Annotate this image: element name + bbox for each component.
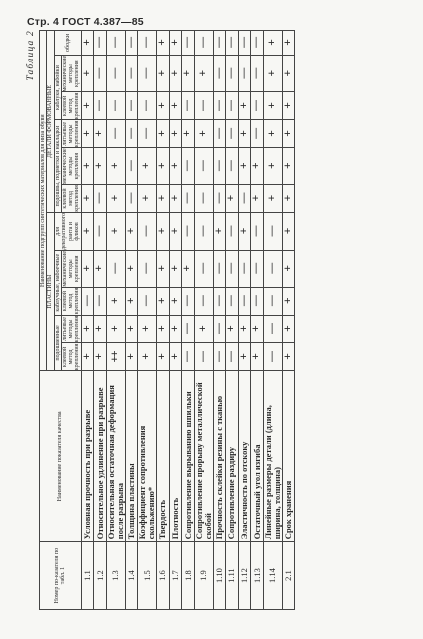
value-cell: —	[213, 92, 226, 120]
value-cell: +	[81, 55, 94, 92]
value-cell: —	[138, 31, 157, 56]
value-cell: —	[251, 250, 264, 287]
value-cell: +	[81, 315, 94, 343]
value-cell: +	[282, 120, 295, 148]
value-cell: +	[251, 343, 264, 371]
value-cell: +	[81, 92, 94, 120]
obodki-header: ободки	[54, 31, 81, 56]
value-cell: +	[125, 315, 138, 343]
kley-header: клеевой метод крепления	[61, 343, 81, 371]
indicator-number: 2.1	[282, 542, 295, 610]
value-cell: +	[125, 343, 138, 371]
indicator-name: Относительное удлинение при разрыве	[94, 371, 107, 542]
value-cell: +	[238, 120, 251, 148]
value-cell: —	[106, 55, 125, 92]
indicator-number: 1.10	[213, 542, 226, 610]
value-cell: —	[106, 31, 125, 56]
value-cell: —	[182, 287, 195, 315]
value-cell: +	[194, 315, 213, 343]
value-cell: +	[251, 315, 264, 343]
indicator-name: Относительная остаточная деформация после разрыва	[106, 371, 125, 542]
value-cell: +	[94, 148, 107, 185]
table-row	[94, 31, 107, 610]
indicator-name: Толщина пластины	[125, 371, 138, 542]
value-cell: +	[157, 31, 170, 56]
value-cell: +	[169, 120, 182, 148]
value-cell: +	[94, 120, 107, 148]
value-cell: +	[282, 92, 295, 120]
value-cell: —	[138, 212, 157, 250]
value-cell: —	[125, 120, 138, 148]
value-cell: +	[81, 31, 94, 56]
value-cell: +	[169, 315, 182, 343]
value-cell: +	[138, 343, 157, 371]
col-num-header: Номер по-казателя по табл. 1	[40, 542, 82, 610]
table-row	[138, 31, 157, 610]
value-cell: —	[238, 55, 251, 92]
indicator-number: 1.2	[94, 542, 107, 610]
value-cell: +	[282, 185, 295, 213]
value-cell: +	[263, 55, 282, 92]
mekh3-header: механические методы крепления	[61, 55, 81, 92]
value-cell: —	[182, 343, 195, 371]
value-cell: —	[182, 31, 195, 56]
value-cell: —	[226, 250, 239, 287]
value-cell: —	[213, 287, 226, 315]
indicator-name: Эластичность по отскоку	[238, 371, 251, 542]
value-cell: +	[157, 250, 170, 287]
value-cell: —	[182, 185, 195, 213]
indicator-name: Прочность склейки резины с тканью	[213, 371, 226, 542]
value-cell: —	[263, 315, 282, 343]
value-cell: —	[125, 185, 138, 213]
indicator-number: 1.12	[238, 542, 251, 610]
value-cell: +	[106, 212, 125, 250]
table-row	[194, 31, 213, 610]
value-cell: —	[94, 92, 107, 120]
value-cell: +	[125, 212, 138, 250]
value-cell: —	[251, 31, 264, 56]
value-cell: +	[94, 250, 107, 287]
value-cell: —	[213, 120, 226, 148]
indicator-name: Срок хранения	[282, 371, 295, 542]
value-cell: —	[194, 343, 213, 371]
table-row	[263, 31, 282, 610]
table-row	[157, 31, 170, 610]
value-cell: —	[213, 185, 226, 213]
value-cell: —	[125, 55, 138, 92]
value-cell: —	[226, 120, 239, 148]
value-cell: —	[251, 212, 264, 250]
kley2-header: клеевой метод крепления	[61, 185, 81, 212]
value-cell: +	[94, 343, 107, 371]
value-cell: —	[226, 343, 239, 371]
value-cell: +	[282, 315, 295, 343]
value-cell: +	[157, 185, 170, 213]
quality-indicators-table	[39, 30, 295, 610]
value-cell: +	[169, 31, 182, 56]
value-cell: +	[238, 343, 251, 371]
litye-header: литьевые методы крепления	[61, 315, 81, 343]
value-cell: —	[251, 287, 264, 315]
value-cell: —	[94, 31, 107, 56]
mekh-header: механические методы крепления	[61, 250, 81, 287]
table-row	[282, 31, 295, 610]
value-cell: +	[263, 92, 282, 120]
value-cell: —	[213, 148, 226, 185]
kley3-header: клеевой метод крепления	[61, 92, 81, 120]
rotated-table-container	[27, 30, 397, 610]
value-cell: +	[263, 185, 282, 213]
value-cell: +	[94, 315, 107, 343]
table-number: Таблица 2	[26, 30, 36, 81]
indicator-number: 1.5	[138, 542, 157, 610]
value-cell: —	[226, 31, 239, 56]
value-cell: +	[125, 287, 138, 315]
table-row	[182, 31, 195, 610]
value-cell: —	[213, 31, 226, 56]
indicator-number: 1.11	[226, 542, 239, 610]
value-cell: +	[251, 185, 264, 213]
value-cell: —	[226, 55, 239, 92]
value-cell: +	[81, 250, 94, 287]
value-cell: —	[106, 92, 125, 120]
value-cell: —	[213, 250, 226, 287]
value-cell: +	[169, 148, 182, 185]
value-cell: +	[157, 315, 170, 343]
value-cell: +	[138, 148, 157, 185]
indicator-name: Сопротивление вырыванию шпильки	[182, 371, 195, 542]
value-cell: —	[238, 287, 251, 315]
kabl2-header: каблуки, набойки	[54, 55, 61, 120]
value-cell: +	[81, 343, 94, 371]
value-cell: —	[138, 250, 157, 287]
value-cell: —	[182, 148, 195, 185]
value-cell: —	[251, 55, 264, 92]
value-cell: —	[263, 212, 282, 250]
value-cell: —	[138, 287, 157, 315]
table-row	[226, 31, 239, 610]
value-cell: +	[182, 55, 195, 92]
indicator-number: 1.4	[125, 542, 138, 610]
value-cell: +	[169, 287, 182, 315]
value-cell: +	[157, 148, 170, 185]
value-cell: +	[169, 185, 182, 213]
value-cell: +	[157, 343, 170, 371]
value-cell: +	[169, 343, 182, 371]
value-cell: —	[226, 92, 239, 120]
value-cell: +	[226, 315, 239, 343]
value-cell: —	[251, 92, 264, 120]
value-cell: —	[125, 148, 138, 185]
value-cell: —	[94, 55, 107, 92]
value-cell: +	[238, 212, 251, 250]
value-cell: —	[94, 287, 107, 315]
kabl-header: каблучные, набоечные	[54, 250, 61, 315]
value-cell: —	[125, 31, 138, 56]
indicator-number: 1.14	[263, 542, 282, 610]
value-cell: —	[138, 55, 157, 92]
value-cell: +	[282, 250, 295, 287]
value-cell: —	[213, 315, 226, 343]
value-cell: —	[182, 212, 195, 250]
value-cell: +	[157, 120, 170, 148]
indicator-number: 1.13	[251, 542, 264, 610]
value-cell: +	[138, 315, 157, 343]
indicator-number: 1.9	[194, 542, 213, 610]
value-cell: —	[94, 212, 107, 250]
value-cell: —	[263, 250, 282, 287]
col-name-header: Наименование показателя качества	[40, 371, 82, 542]
indicator-name: Твердость	[157, 371, 170, 542]
value-cell: —	[194, 287, 213, 315]
value-cell: —	[194, 31, 213, 56]
litye2-header: литьевые методы крепления	[61, 120, 81, 148]
value-cell: +	[238, 315, 251, 343]
value-cell: +	[194, 55, 213, 92]
indicator-name: Линейные размеры детали (длина, ширина, толщина)	[263, 371, 282, 542]
page-header: Стр. 4 ГОСТ 4.387—85	[27, 16, 144, 28]
value-cell: +	[169, 55, 182, 92]
value-cell: —	[263, 343, 282, 371]
value-cell: —	[194, 250, 213, 287]
value-cell: +	[182, 250, 195, 287]
indicator-number: 1.7	[169, 542, 182, 610]
value-cell: +	[106, 315, 125, 343]
value-cell: +	[157, 287, 170, 315]
value-cell: —	[213, 343, 226, 371]
value-cell: +	[194, 120, 213, 148]
value-cell: +	[263, 120, 282, 148]
value-cell: —	[238, 31, 251, 56]
value-cell: —	[251, 120, 264, 148]
value-cell: —	[226, 287, 239, 315]
decor-header: для декоративного ранта и фликов	[55, 212, 80, 250]
value-cell: —	[238, 185, 251, 213]
value-cell: +	[282, 343, 295, 371]
value-cell: —	[194, 148, 213, 185]
table-row	[169, 31, 182, 610]
value-cell: —	[226, 212, 239, 250]
table-row	[81, 31, 94, 610]
value-cell: +	[251, 148, 264, 185]
value-cell: +	[238, 92, 251, 120]
indicator-name: Условная прочность при разрыве	[81, 371, 94, 542]
indicator-name: Коэффициент сопротивления скольжению*	[138, 371, 157, 542]
parts-header: ДЕТАЛИ ФОРМОВАННЫЕ	[47, 31, 54, 213]
value-cell: +	[81, 185, 94, 213]
value-cell: +	[282, 148, 295, 185]
table-row	[238, 31, 251, 610]
col-group-header: Наименование подгрупп синтетических материалов для низа обуви	[40, 31, 47, 371]
value-cell: +	[157, 55, 170, 92]
indicator-number: 1.3	[106, 542, 125, 610]
value-cell: —	[194, 92, 213, 120]
value-cell: +	[169, 212, 182, 250]
value-cell: +	[169, 92, 182, 120]
table-row	[106, 31, 125, 610]
value-cell: —	[213, 55, 226, 92]
value-cell: +	[263, 148, 282, 185]
table-row	[125, 31, 138, 610]
kley-header-2: клеевой метод крепления	[61, 287, 81, 315]
value-cell: +	[282, 287, 295, 315]
value-cell: —	[125, 92, 138, 120]
podoshvy-header: подошвы, подметки и накладки	[54, 120, 61, 213]
indicator-name: Плотность	[169, 371, 182, 542]
value-cell: +	[282, 31, 295, 56]
value-cell: +	[81, 148, 94, 185]
value-cell: —	[194, 212, 213, 250]
value-cell: —	[182, 315, 195, 343]
value-cell: —	[138, 92, 157, 120]
indicator-number: 1.1	[81, 542, 94, 610]
value-cell: +	[182, 120, 195, 148]
value-cell: +	[282, 212, 295, 250]
value-cell: +	[226, 185, 239, 213]
value-cell: —	[106, 120, 125, 148]
indicator-number: 1.8	[182, 542, 195, 610]
value-cell: —	[81, 287, 94, 315]
value-cell: —	[194, 185, 213, 213]
value-cell: +	[238, 148, 251, 185]
value-cell: +	[106, 185, 125, 213]
table-row	[251, 31, 264, 610]
value-cell: +	[263, 31, 282, 56]
value-cell: +	[169, 250, 182, 287]
value-cell: —	[138, 120, 157, 148]
value-cell: —	[263, 287, 282, 315]
value-cell: +	[213, 212, 226, 250]
mekh2-header: механические методы крепления	[61, 148, 81, 184]
value-cell: +	[106, 287, 125, 315]
value-cell: —	[106, 250, 125, 287]
value-cell: +	[106, 148, 125, 185]
value-cell: +	[81, 120, 94, 148]
value-cell: +	[157, 92, 170, 120]
indicator-name: Остаточный угол изгиба	[251, 371, 264, 542]
indicator-number: 1.6	[157, 542, 170, 610]
value-cell: +	[125, 250, 138, 287]
indicator-name: Сопротивление раздиру	[226, 371, 239, 542]
value-cell: +	[138, 185, 157, 213]
value-cell: +	[81, 212, 94, 250]
plates-header: ПЛАСТИНЫ	[47, 212, 54, 370]
table-row	[213, 31, 226, 610]
podoshv-header: подошвенные	[54, 315, 61, 371]
value-cell: +	[282, 55, 295, 92]
value-cell: —	[226, 148, 239, 185]
value-cell: —	[182, 92, 195, 120]
value-cell: —	[94, 185, 107, 213]
value-cell: +	[157, 212, 170, 250]
indicator-name: Сопротивление прорыву металлической скобой	[194, 371, 213, 542]
value-cell: —	[238, 250, 251, 287]
value-cell: ++	[106, 343, 125, 371]
